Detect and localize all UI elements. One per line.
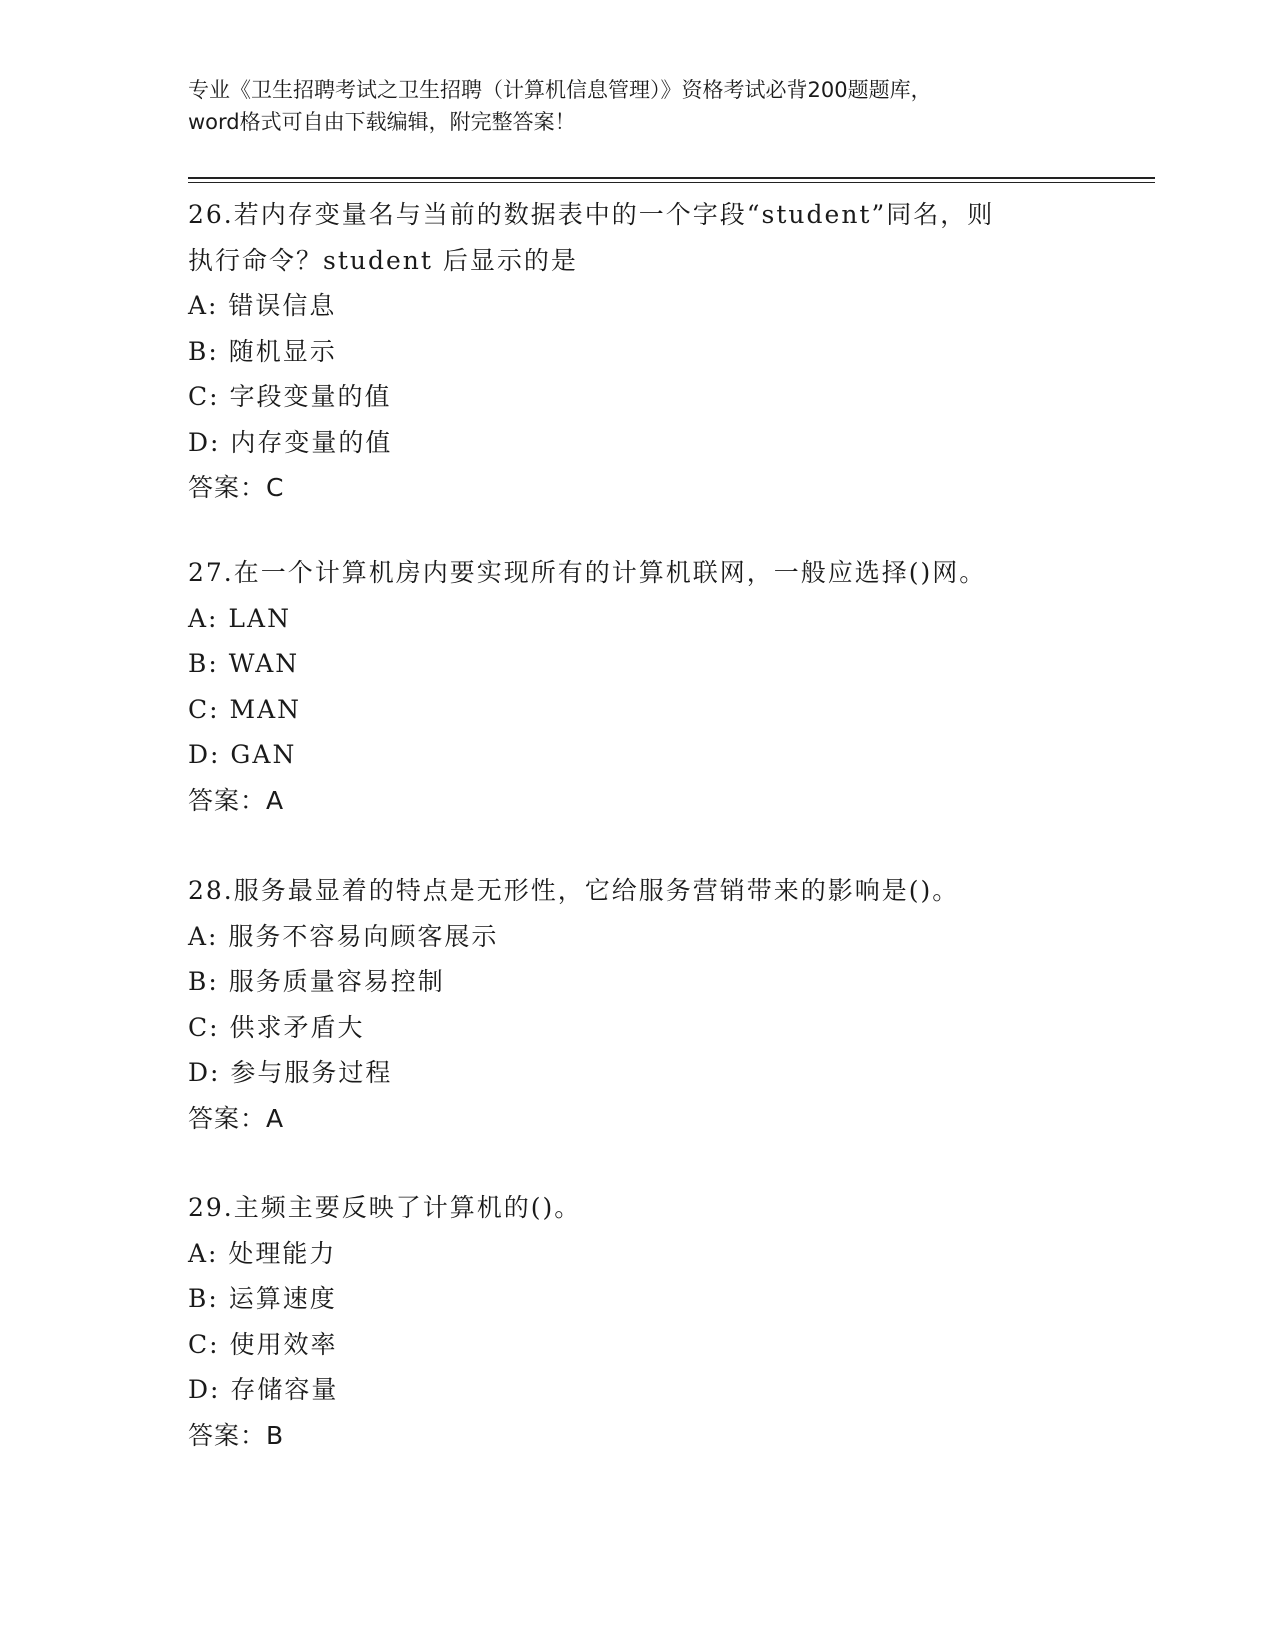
option-d: D: 内存变量的值 [188,427,393,457]
option-b: B: 服务质量容易控制 [188,967,445,996]
question-28 [188,868,1088,1141]
option-a: A: 处理能力 [188,1238,337,1268]
option-d: D: 存储容量 [188,1375,339,1404]
question-stem-line: 27.在一个计算机房内要实现所有的计算机联网，一般应选择()网。 [188,558,987,587]
option-c: C: 字段变量的值 [188,382,392,411]
header-divider-bottom [188,182,1155,183]
option-c: C: 使用效率 [188,1329,338,1359]
answer-text: 答案：A [188,1103,285,1133]
document-header [188,74,1088,138]
question-stem-line: 26.若内存变量名与当前的数据表中的一个字段“student”同名，则 [188,200,995,229]
header-line-2: word格式可自由下载编辑，附完整答案！ [188,110,576,134]
option-a: A: 服务不容易向顾客展示 [188,921,499,951]
option-d: D: 参与服务过程 [188,1058,393,1087]
answer-text: 答案：C [188,473,285,502]
option-a: A: LAN [188,603,291,633]
option-d: D: GAN [188,740,297,769]
header-line-1: 专业《卫生招聘考试之卫生招聘（计算机信息管理）》资格考试必背200题题库， [188,78,932,102]
question-stem-line: 28.服务最显着的特点是无形性，它给服务营销带来的影响是()。 [188,876,960,905]
answer-text: 答案：A [188,785,285,815]
question-29 [188,1185,1088,1458]
option-b: B: 运算速度 [188,1284,337,1313]
option-c: C: 供求矛盾大 [188,1012,365,1042]
question-26 [188,192,1088,511]
question-stem-line: 执行命令？student 后显示的是 [188,245,578,275]
option-b: B: 随机显示 [188,336,337,366]
option-c: C: MAN [188,694,302,724]
option-b: B: WAN [188,649,300,678]
question-27 [188,550,1088,823]
question-stem-line: 29.主频主要反映了计算机的()。 [188,1193,582,1222]
header-divider-top [188,177,1155,179]
option-a: A: 错误信息 [188,291,337,320]
answer-text: 答案：B [188,1420,285,1450]
